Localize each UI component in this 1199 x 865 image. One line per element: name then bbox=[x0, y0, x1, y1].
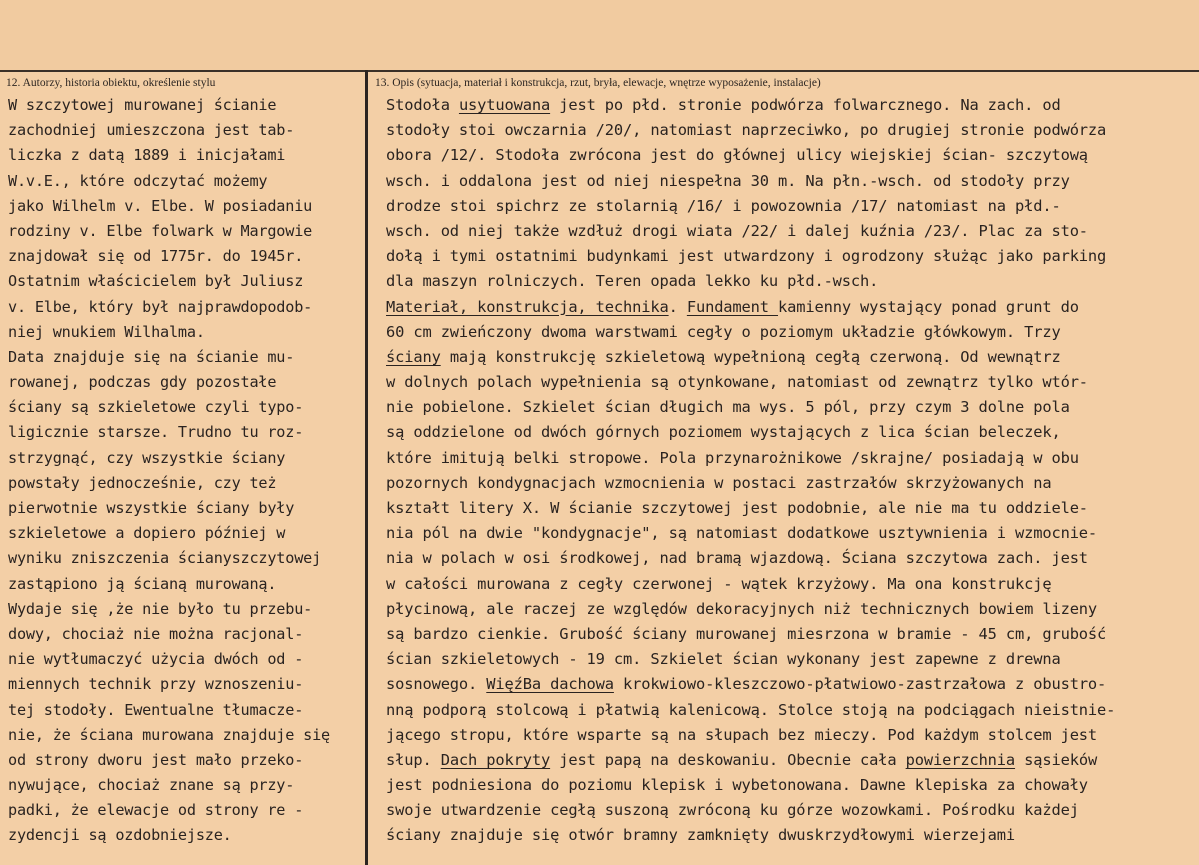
text-segment: które imitują belki stropowe. Pola przynarożnikowe /skrajne/ posiadają w obu bbox=[386, 448, 1079, 467]
text-segment: kamienny wystający ponad grunt do bbox=[778, 297, 1079, 316]
history-text-line: ściany są szkieletowe czyli typo- bbox=[8, 398, 304, 417]
text-segment: obora /12/. Stodoła zwrócona jest do głównej ulicy wiejskiej ścian- szczytową bbox=[386, 146, 1088, 165]
text-segment: dołą i tymi ostatnimi budynkami jest utwardzony i ogrodzony służąc jako parking bbox=[386, 247, 1107, 266]
history-text-line: liczka z datą 1889 i inicjałami bbox=[8, 146, 286, 165]
description-text-line bbox=[386, 647, 1196, 672]
text-segment: płycinową, ale raczej ze względów dekoracyjnych niż technicznych bowiem lizeny bbox=[386, 599, 1098, 618]
description-text-line bbox=[386, 546, 1196, 571]
history-text-line: nie wytłumaczyć użycia dwóch od - bbox=[8, 650, 304, 669]
history-text-line: od strony dworu jest mało przeko- bbox=[8, 750, 304, 769]
description-text-line bbox=[386, 823, 1196, 848]
history-text-line: Data znajduje się na ścianie mu- bbox=[8, 347, 295, 366]
history-text-line: wyniku zniszczenia ścianyszczytowej bbox=[8, 549, 322, 568]
history-text-line: jako Wilhelm v. Elbe. W posiadaniu bbox=[8, 196, 313, 215]
history-text-line: Wydaje się ,że nie było tu przebu- bbox=[8, 599, 313, 618]
description-text-line bbox=[386, 143, 1196, 168]
history-text-line: pierwotnie wszystkie ściany były bbox=[8, 499, 295, 517]
history-text-line: W szczytowej murowanej ścianie bbox=[8, 96, 277, 114]
history-text-line: v. Elbe, który był najprawdopodob- bbox=[8, 297, 313, 316]
description-text-line bbox=[386, 194, 1196, 219]
history-text-line: zachodniej umieszczona jest tab- bbox=[8, 121, 295, 140]
text-segment: krokwiowo-kleszczowo-płatwiowo-zastrzałowa z obustro- bbox=[613, 675, 1107, 694]
description-text-line bbox=[386, 320, 1196, 345]
description-text-line bbox=[386, 748, 1196, 773]
history-text-line: nie, że ściana murowana znajduje się bbox=[8, 725, 330, 744]
text-segment: nia pól na dwie "kondygnacje", są natomiast dodatkowe usztywnienia i wzmocnie- bbox=[386, 524, 1098, 543]
description-text-line bbox=[386, 773, 1196, 798]
history-text-column bbox=[8, 93, 360, 849]
text-segment: jest podniesiona do poziomu klepisk i wybetonowana. Dawne klepiska za chowały bbox=[386, 776, 1088, 795]
description-text-line bbox=[386, 244, 1196, 269]
history-text-line: zydencji są ozdobniejsze. bbox=[8, 826, 232, 845]
history-text-line: powstały jednocześnie, czy też bbox=[8, 473, 277, 492]
description-text-line bbox=[386, 471, 1196, 496]
description-text-line bbox=[386, 345, 1196, 370]
history-text-line: tej stodoły. Ewentualne tłumacze- bbox=[8, 700, 304, 719]
column-divider bbox=[365, 70, 368, 865]
underlined-term: ściany bbox=[386, 347, 441, 366]
text-segment: wsch. od niej także wzdłuż drogi wiata /22/ i dalej kuźnia /23/. Plac za sto- bbox=[386, 221, 1088, 240]
description-text-line bbox=[386, 672, 1196, 697]
history-text-line: rowanej, podczas gdy pozostałe bbox=[8, 373, 277, 392]
description-text-line bbox=[386, 496, 1196, 521]
history-text-line: ligicznie starsze. Trudno tu roz- bbox=[8, 423, 304, 442]
text-segment: Stodoła bbox=[386, 96, 459, 114]
text-segment: są oddzielone od dwóch górnych poziomem wystających z lica ścian beleczek, bbox=[386, 423, 1061, 442]
text-segment: ścian szkieletowych - 19 cm. Szkielet ścian wykonany jest zapewne z drewna bbox=[386, 650, 1061, 669]
underlined-term: powierzchnia bbox=[905, 750, 1016, 769]
description-text-line bbox=[386, 446, 1196, 471]
text-segment: wsch. i oddalona jest od niej niespełna 30 m. Na płn.-wsch. od stodoły przy bbox=[386, 171, 1070, 190]
text-segment: mają konstrukcję szkieletową wypełnioną cegłą czerwoną. Od wewnątrz bbox=[440, 347, 1061, 366]
text-segment: ściany znajduje się otwór bramny zamknięty dwuskrzydłowymi wierzejami bbox=[386, 826, 1016, 845]
text-segment: sosnowego. bbox=[386, 675, 487, 694]
text-segment: swoje utwardzenie cegłą suszoną zwróconą ku górze wozowkami. Pośrodku każdej bbox=[386, 801, 1079, 820]
history-text-line: dowy, chociaż nie można racjonal- bbox=[8, 624, 304, 643]
text-segment: jest po płd. stronie podwórza folwarcznego. Na zach. od bbox=[550, 96, 1061, 114]
text-segment: nie pobielone. Szkielet ścian długich ma wys. 5 pól, przy czym 3 dolne pola bbox=[386, 398, 1070, 417]
text-segment: w dolnych polach wypełnienia są otynkowane, natomiast od zewnątrz tylko wtór- bbox=[386, 373, 1088, 392]
description-text-line bbox=[386, 295, 1196, 320]
description-text-line bbox=[386, 169, 1196, 194]
text-segment: pozornych kondygnacjach wzmocnienia w postaci zastrzałów skrzyżowanych na bbox=[386, 473, 1052, 492]
header-rule bbox=[0, 70, 1199, 72]
description-text-line bbox=[386, 395, 1196, 420]
description-text-line bbox=[386, 118, 1196, 143]
underlined-term: Materiał, konstrukcja, technika bbox=[386, 297, 669, 316]
history-text-line: znajdował się od 1775r. do 1945r. bbox=[8, 247, 304, 266]
text-segment: jest papą na deskowaniu. Obecnie cała bbox=[550, 750, 906, 769]
text-segment: 60 cm zwieńczony dwoma warstwami cegły o poziomym układzie główkowym. Trzy bbox=[386, 322, 1061, 341]
text-segment: stodoły stoi owczarnia /20/, natomiast naprzeciwko, po drugiej stronie podwórza bbox=[386, 121, 1107, 140]
history-text-line: rodziny v. Elbe folwark w Margowie bbox=[8, 221, 313, 240]
text-segment: nną podporą stolcową i płatwią kalenicową. Stolce stoją na podciągach nieistnie- bbox=[386, 700, 1116, 719]
description-text-line bbox=[386, 798, 1196, 823]
description-text-line bbox=[386, 269, 1196, 294]
text-segment: nia w polach w osi środkowej, nad bramą wjazdową. Ściana szczytowa zach. jest bbox=[386, 549, 1088, 568]
description-text-line bbox=[386, 370, 1196, 395]
description-text-line bbox=[386, 420, 1196, 445]
underlined-term: usytuowana bbox=[458, 96, 551, 114]
text-segment: . bbox=[668, 297, 687, 316]
history-text-line: szkieletowe a dopiero później w bbox=[8, 524, 286, 543]
history-text-line: Ostatnim właścicielem był Juliusz bbox=[8, 272, 304, 291]
history-text-line: strzygnąć, czy wszystkie ściany bbox=[8, 448, 286, 467]
text-segment: słup. bbox=[386, 750, 441, 769]
text-segment: sąsieków bbox=[1015, 750, 1098, 769]
history-text-line: miennych technik przy wznoszeniu- bbox=[8, 675, 304, 694]
description-text-line bbox=[386, 698, 1196, 723]
text-segment: dla maszyn rolniczych. Teren opada lekko ku płd.-wsch. bbox=[386, 272, 879, 291]
text-segment: są bardzo cienkie. Grubość ściany murowanej miesrzona w bramie - 45 cm, grubość bbox=[386, 624, 1107, 643]
history-text-line: niej wnukiem Wilhalma. bbox=[8, 322, 205, 341]
history-text-line: zastąpiono ją ścianą murowaną. bbox=[8, 574, 277, 593]
section-13-heading: 13. Opis (sytuacja, materiał i konstrukcja, rzut, bryła, elewacje, wnętrze wyposażenie, instalacje) bbox=[375, 77, 821, 89]
text-segment: drodze stoi spichrz ze stolarnią /16/ i powozownia /17/ natomiast na płd.- bbox=[386, 196, 1061, 215]
section-12-heading: 12. Autorzy, historia obiektu, określenie stylu bbox=[6, 77, 216, 89]
description-text-line bbox=[386, 597, 1196, 622]
text-segment: kształt litery X. W ścianie szczytowej jest podobnie, ale nie ma tu oddziele- bbox=[386, 499, 1088, 517]
description-text-line bbox=[386, 723, 1196, 748]
underlined-term: Fundament bbox=[686, 297, 779, 316]
text-segment: jącego stropu, które wsparte są na słupach bez mieczy. Pod każdym stolcem jest bbox=[386, 725, 1098, 744]
description-text-line bbox=[386, 622, 1196, 647]
text-segment: w całości murowana z cegły czerwonej - wątek krzyżowy. Ma ona konstrukcję bbox=[386, 574, 1052, 593]
history-text-line: nywujące, chociaż znane są przy- bbox=[8, 776, 295, 795]
history-text-line: padki, że elewacje od strony re - bbox=[8, 801, 304, 820]
description-text-line bbox=[386, 93, 1196, 118]
description-text-column bbox=[386, 93, 1196, 849]
page-top-margin bbox=[0, 0, 1199, 70]
description-text-line bbox=[386, 572, 1196, 597]
description-text-line bbox=[386, 219, 1196, 244]
history-text-line: W.v.E., które odczytać możemy bbox=[8, 171, 268, 190]
description-text-line bbox=[386, 521, 1196, 546]
underlined-term: WięźBa dachowa bbox=[486, 675, 614, 694]
underlined-term: Dach pokryty bbox=[440, 750, 551, 769]
